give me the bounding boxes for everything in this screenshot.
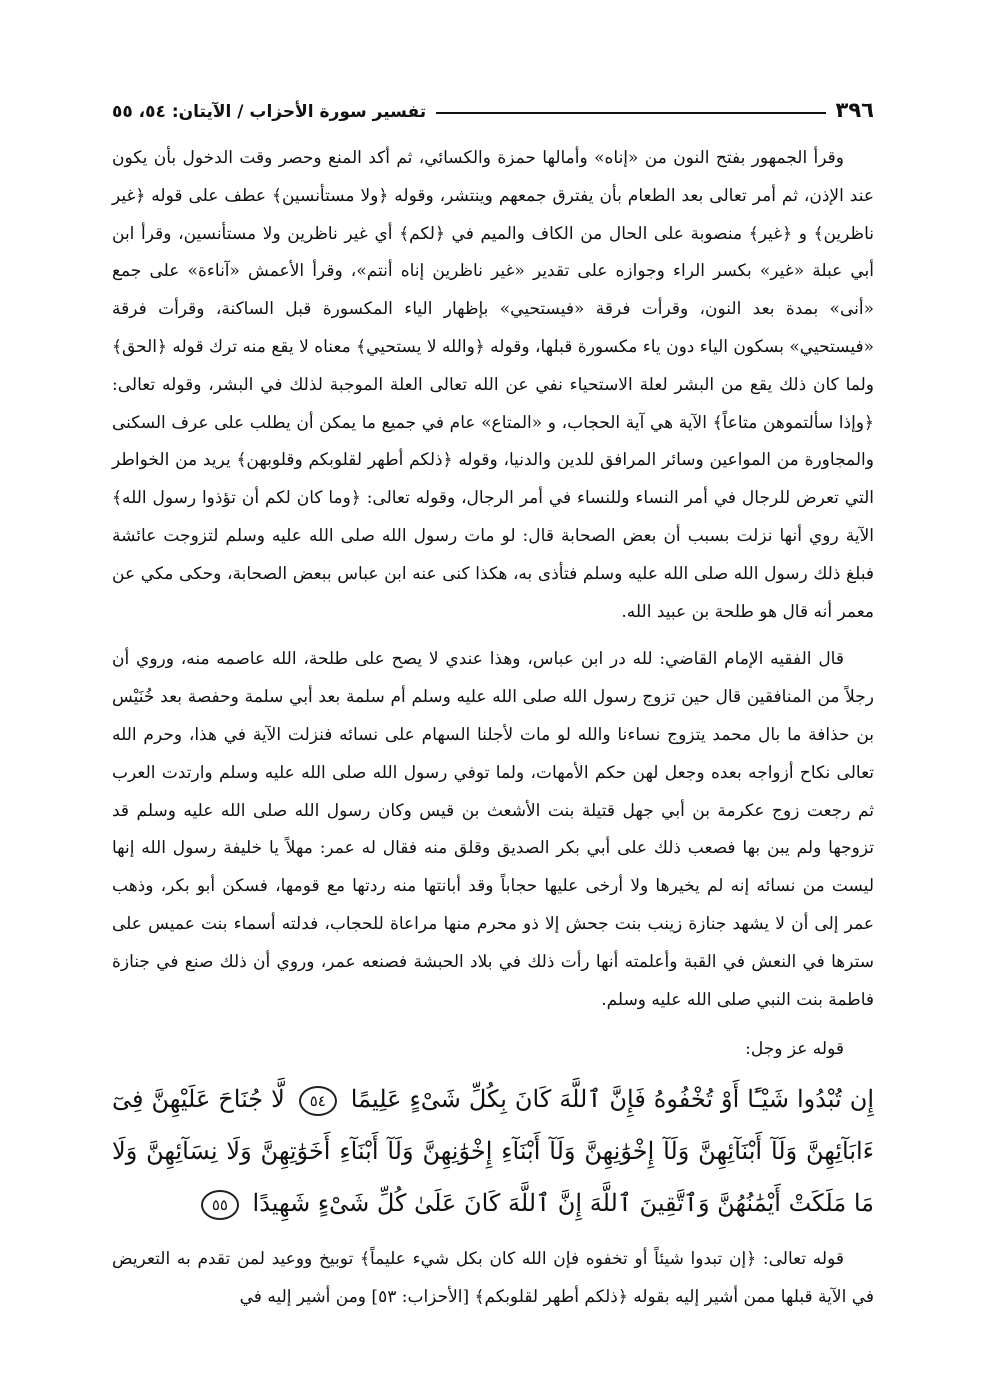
commentary-paragraph: قوله تعالى: ﴿إن تبدوا شيئاً أو تخفوه فإن الله كان بكل شيء عليماً﴾ توبيخ ووعيد لمن تقدم به التعريض في الآية قبلها ممن أشير إليه بقوله ﴿ذلكم أطهر لقلوبكم﴾ [الأحزاب: ٥٣] ومن أشير إليه في xyxy=(112,1249,874,1307)
ayah-number-55: ٥٥ xyxy=(201,1190,239,1220)
paragraph-1: وقرأ الجمهور بفتح النون من «إناه» وأمالها حمزة والكسائي، ثم أكد المنع وحصر وقت الدخول بأن يكون عند الإذن، ثم أمر تعالى بعد الطعام بأن يفترق جمعهم وينتشر، وقوله ﴿ولا مستأنسين﴾ عطف على قوله ﴿غير ناظرين﴾ و ﴿غير﴾ منصوبة على الحال من الكاف والميم في ﴿لكم﴾ أي غير ناظرين ولا مستأنسين، وقرأ ابن أبي عبلة «غير» بكسر الراء وجوازه على تقدير «غير ناظرين إناه أنتم»، وقرأ الأعمش «آناءة» على جمع «أنى» بمدة بعد النون، وقرأت فرقة «فيستحيي» بإظهار الياء المكسورة قبل الساكنة، وقرأت فرقة «فيستحيي» بسكون الياء دون ياء مكسورة قبلها، وقوله ﴿والله لا يستحيي﴾ معناه لا يقع منه ترك قوله ﴿الحق﴾ ولما كان ذلك يقع من البشر لعلة الاستحياء نفي عن الله تعالى العلة الموجبة لذلك في البشر، وقوله تعالى: ﴿وإذا سألتموهن متاعاً﴾ الآية هي آية الحجاب، و «المتاع» عام في جميع ما يمكن أن يطلب على عرف السكنى والمجاورة من المواعين وسائر المرافق للدين والدنيا، وقوله ﴿ذلكم أطهر لقلوبكم وقلوبهن﴾ يريد من الخواطر التي تعرض للرجال في أمر النساء وللنساء في أمر الرجال، وقوله تعالى: ﴿وما كان لكم أن تؤذوا رسول الله﴾ الآية روي أنها نزلت بسبب أن بعض الصحابة قال: لو مات رسول الله صلى الله عليه وسلم لتزوجت عائشة فبلغ ذلك رسول الله صلى الله عليه وسلم فتأذى به، هكذا كنى عنه ابن عباس ببعض الصحابة، وحكى مكي عن معمر أنه قال هو طلحة بن عبيد الله. xyxy=(112,148,874,622)
paragraph-2: قال الفقيه الإمام القاضي: لله در ابن عباس، وهذا عندي لا يصح على طلحة، الله عاصمه منه، وروي أن رجلاً من المنافقين قال حين تزوج رسول الله صلى الله عليه وسلم أم سلمة بعد أبي سلمة وحفصة بعد خُنَيْس بن حذافة ما بال محمد يتزوج نساءنا والله لو مات لأجلنا السهام على نسائه فنزلت الآية في هذا، وحرم الله تعالى نكاح أزواجه بعده وجعل لهن حكم الأمهات، ولما توفي رسول الله صلى الله عليه وسلم وارتدت العرب ثم رجعت زوج عكرمة بن أبي جهل قتيلة بنت الأشعث بن قيس وكان رسول الله صلى الله عليه وسلم قد تزوجها ولم يبن بها فصعب ذلك على أبي بكر الصديق وقلق منه فقال له عمر: مهلاً يا خليفة رسول الله إنها ليست من نسائه إنه لم يخيرها ولا أرخى عليها حجاباً وقد أبانتها منه ردتها مع قومها، فسكن أبو بكر، وذهب عمر إلى أن لا يشهد جنازة زينب بنت جحش إلا ذو محرم منها مراعاة للحجاب، فدلته أسماء بنت عميس على سترها في النعش في القبة وأعلمته أنها رأت ذلك في بلاد الحبشة فصنعه عمر، وروي أن ذلك صنع في جنازة فاطمة بنت النبي صلى الله عليه وسلم. xyxy=(112,649,874,1010)
verse-54-text: إِن تُبْدُوا شَيْـًٔا أَوْ تُخْفُوهُ فَإِنَّ ٱللَّهَ كَانَ بِكُلِّ شَىْءٍ عَلِيمًا xyxy=(350,1085,874,1114)
verse-55-text: لَّا جُنَاحَ عَلَيْهِنَّ فِىٓ ءَابَآئِهِنَّ وَلَآ أَبْنَآئِهِنَّ وَلَآ إِخْوَٰنِهِنَّ وَلَآ أَبْنَآءِ إِخْوَٰنِهِنَّ وَلَآ أَبْنَآءِ أَخَوَٰتِهِنَّ وَلَا نِسَآئِهِنَّ وَلَا مَا مَلَكَتْ أَيْمَٰنُهُنَّ وَٱتَّقِينَ ٱللَّهَ إِنَّ ٱللَّهَ كَانَ عَلَىٰ كُلِّ شَىْءٍ شَهِيدًا xyxy=(112,1085,874,1218)
page-header xyxy=(112,92,874,122)
spacer xyxy=(112,631,874,641)
spacer xyxy=(112,1019,874,1031)
ayah-number-54: ٥٤ xyxy=(299,1086,337,1116)
header-rule xyxy=(436,112,825,114)
quran-verses xyxy=(112,1073,874,1229)
page-body xyxy=(112,140,874,1317)
page-number: ٣٩٦ xyxy=(835,98,874,122)
verse-intro: قوله عز وجل: xyxy=(745,1039,844,1060)
spacer xyxy=(112,1229,874,1241)
running-title: تفسير سورة الأحزاب / الآيتان: ٥٤، ٥٥ xyxy=(112,102,427,122)
